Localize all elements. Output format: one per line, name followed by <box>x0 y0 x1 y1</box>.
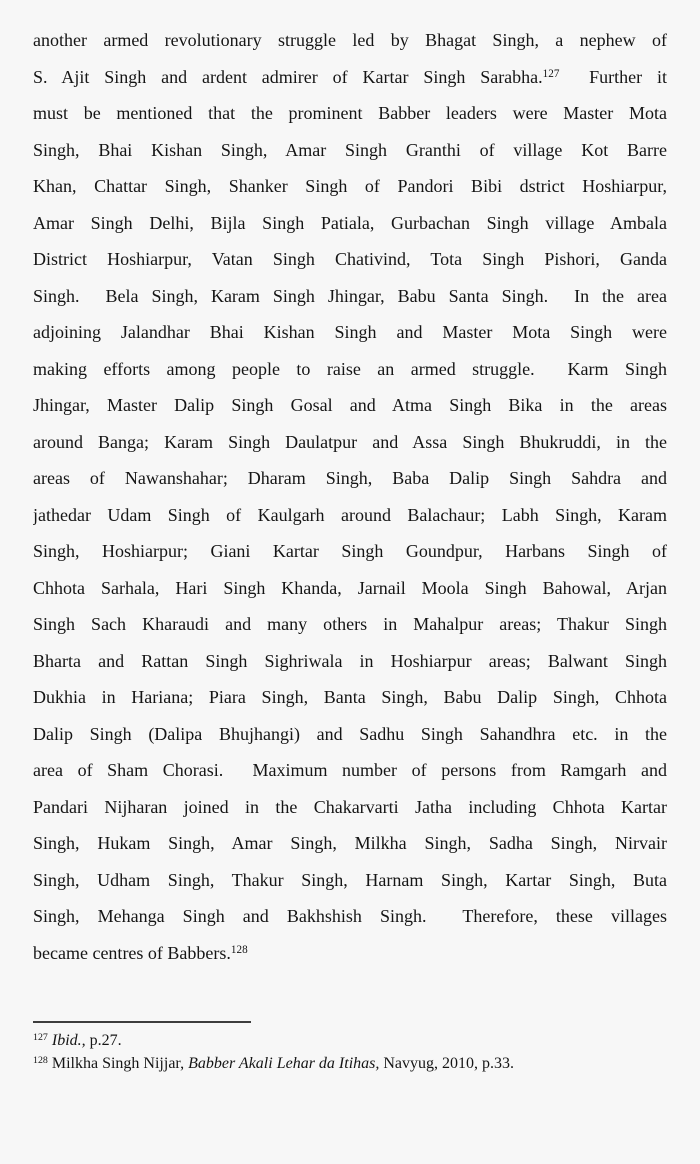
text-segment: Milkha Singh Nijjar, <box>47 1055 189 1072</box>
text-segment: Amar Singh Delhi, Bijla Singh Patiala, Gurbachan Singh village Ambala <box>33 212 667 233</box>
body-text-line <box>33 789 667 826</box>
body-text-line <box>33 387 667 424</box>
body-text-line <box>33 570 667 607</box>
body-text-line <box>33 752 667 789</box>
body-text-line <box>33 351 667 388</box>
text-segment: Bharta and Rattan Singh Sighriwala in Hoshiarpur areas; Balwant Singh <box>33 650 667 671</box>
italic-text: Babber Akali Lehar da Itihas, <box>188 1055 380 1072</box>
body-text-line <box>33 278 667 315</box>
text-segment: must be mentioned that the prominent Babber leaders were Master Mota <box>33 103 667 123</box>
body-text-line <box>33 132 667 169</box>
text-segment: Navyug, 2010, p.33. <box>379 1055 515 1072</box>
text-segment: Singh, Bhai Kishan Singh, Amar Singh Granthi of village Kot Barre <box>33 139 667 160</box>
footnote-ref-128: 128 <box>33 1055 48 1067</box>
footnote-127 <box>33 1029 667 1052</box>
body-text-line <box>33 241 667 278</box>
body-text-line <box>33 460 667 497</box>
body-text-line <box>33 205 667 242</box>
body-text-line <box>33 95 667 132</box>
body-text-line <box>33 606 667 643</box>
body-text-line <box>33 22 667 59</box>
text-segment: Singh, Mehanga Singh and Bakhshish Singh. Therefore, these villages <box>33 906 667 926</box>
body-text-line <box>33 59 667 96</box>
body-text-line <box>33 935 667 972</box>
text-segment: jathedar Udam Singh of Kaulgarh around Balachaur; Labh Singh, Karam <box>33 504 667 525</box>
text-segment: Pandari Nijharan joined in the Chakarvarti Jatha including Chhota Kartar <box>33 796 667 817</box>
text-segment: Further it <box>559 66 667 87</box>
text-segment: area of Sham Chorasi. Maximum number of persons from Ramgarh and <box>33 760 667 780</box>
text-segment: Singh, Hukam Singh, Amar Singh, Milkha Singh, Sadha Singh, Nirvair <box>33 833 667 853</box>
text-segment: areas of Nawanshahar; Dharam Singh, Baba Dalip Singh Sahdra and <box>33 468 667 488</box>
body-text-line <box>33 168 667 205</box>
footnote-separator <box>33 1021 251 1023</box>
text-segment: Singh, Udham Singh, Thakur Singh, Harnam Singh, Kartar Singh, Buta <box>33 869 667 890</box>
text-segment: another armed revolutionary struggle led by Bhagat Singh, a nephew of <box>33 30 667 50</box>
text-segment: Dalip Singh (Dalipa Bhujhangi) and Sadhu Singh Sahandhra etc. in the <box>33 723 667 744</box>
body-text <box>33 22 667 971</box>
text-segment: Singh, Hoshiarpur; Giani Kartar Singh Goundpur, Harbans Singh of <box>33 541 667 561</box>
text-segment: Singh. Bela Singh, Karam Singh Jhingar, Babu Santa Singh. In the area <box>33 285 667 306</box>
text-segment: p.27. <box>85 1032 122 1049</box>
body-text-line <box>33 716 667 753</box>
text-segment: adjoining Jalandhar Bhai Kishan Singh and Master Mota Singh were <box>33 322 667 342</box>
text-segment: Chhota Sarhala, Hari Singh Khanda, Jarnail Moola Singh Bahowal, Arjan <box>33 577 667 598</box>
body-text-line <box>33 424 667 461</box>
body-text-line <box>33 679 667 716</box>
text-segment: around Banga; Karam Singh Daulatpur and Assa Singh Bhukruddi, in the <box>33 431 667 452</box>
footnote-ref-127: 127 <box>33 1032 48 1044</box>
text-segment: District Hoshiarpur, Vatan Singh Chativind, Tota Singh Pishori, Ganda <box>33 249 667 269</box>
text-segment: making efforts among people to raise an armed struggle. Karm Singh <box>33 358 667 379</box>
footnote-ref-127: 127 <box>542 68 560 81</box>
body-text-line <box>33 497 667 534</box>
body-text-line <box>33 533 667 570</box>
body-text-line <box>33 314 667 351</box>
text-segment: became centres of Babbers. <box>33 942 231 963</box>
footnotes <box>33 1029 667 1075</box>
text-segment: Singh Sach Kharaudi and many others in Mahalpur areas; Thakur Singh <box>33 614 667 634</box>
text-segment: Khan, Chattar Singh, Shanker Singh of Pandori Bibi dstrict Hoshiarpur, <box>33 176 667 196</box>
footnote-128 <box>33 1052 667 1075</box>
body-text-line <box>33 862 667 899</box>
body-text-line <box>33 898 667 935</box>
text-segment: S. Ajit Singh and ardent admirer of Kartar Singh Sarabha. <box>33 66 543 87</box>
text-segment: Dukhia in Hariana; Piara Singh, Banta Singh, Babu Dalip Singh, Chhota <box>33 687 667 707</box>
italic-text: Ibid., <box>51 1032 86 1049</box>
footnote-ref-128: 128 <box>230 944 248 957</box>
body-text-line <box>33 643 667 680</box>
text-segment: Jhingar, Master Dalip Singh Gosal and Atma Singh Bika in the areas <box>33 395 667 415</box>
body-text-line <box>33 825 667 862</box>
